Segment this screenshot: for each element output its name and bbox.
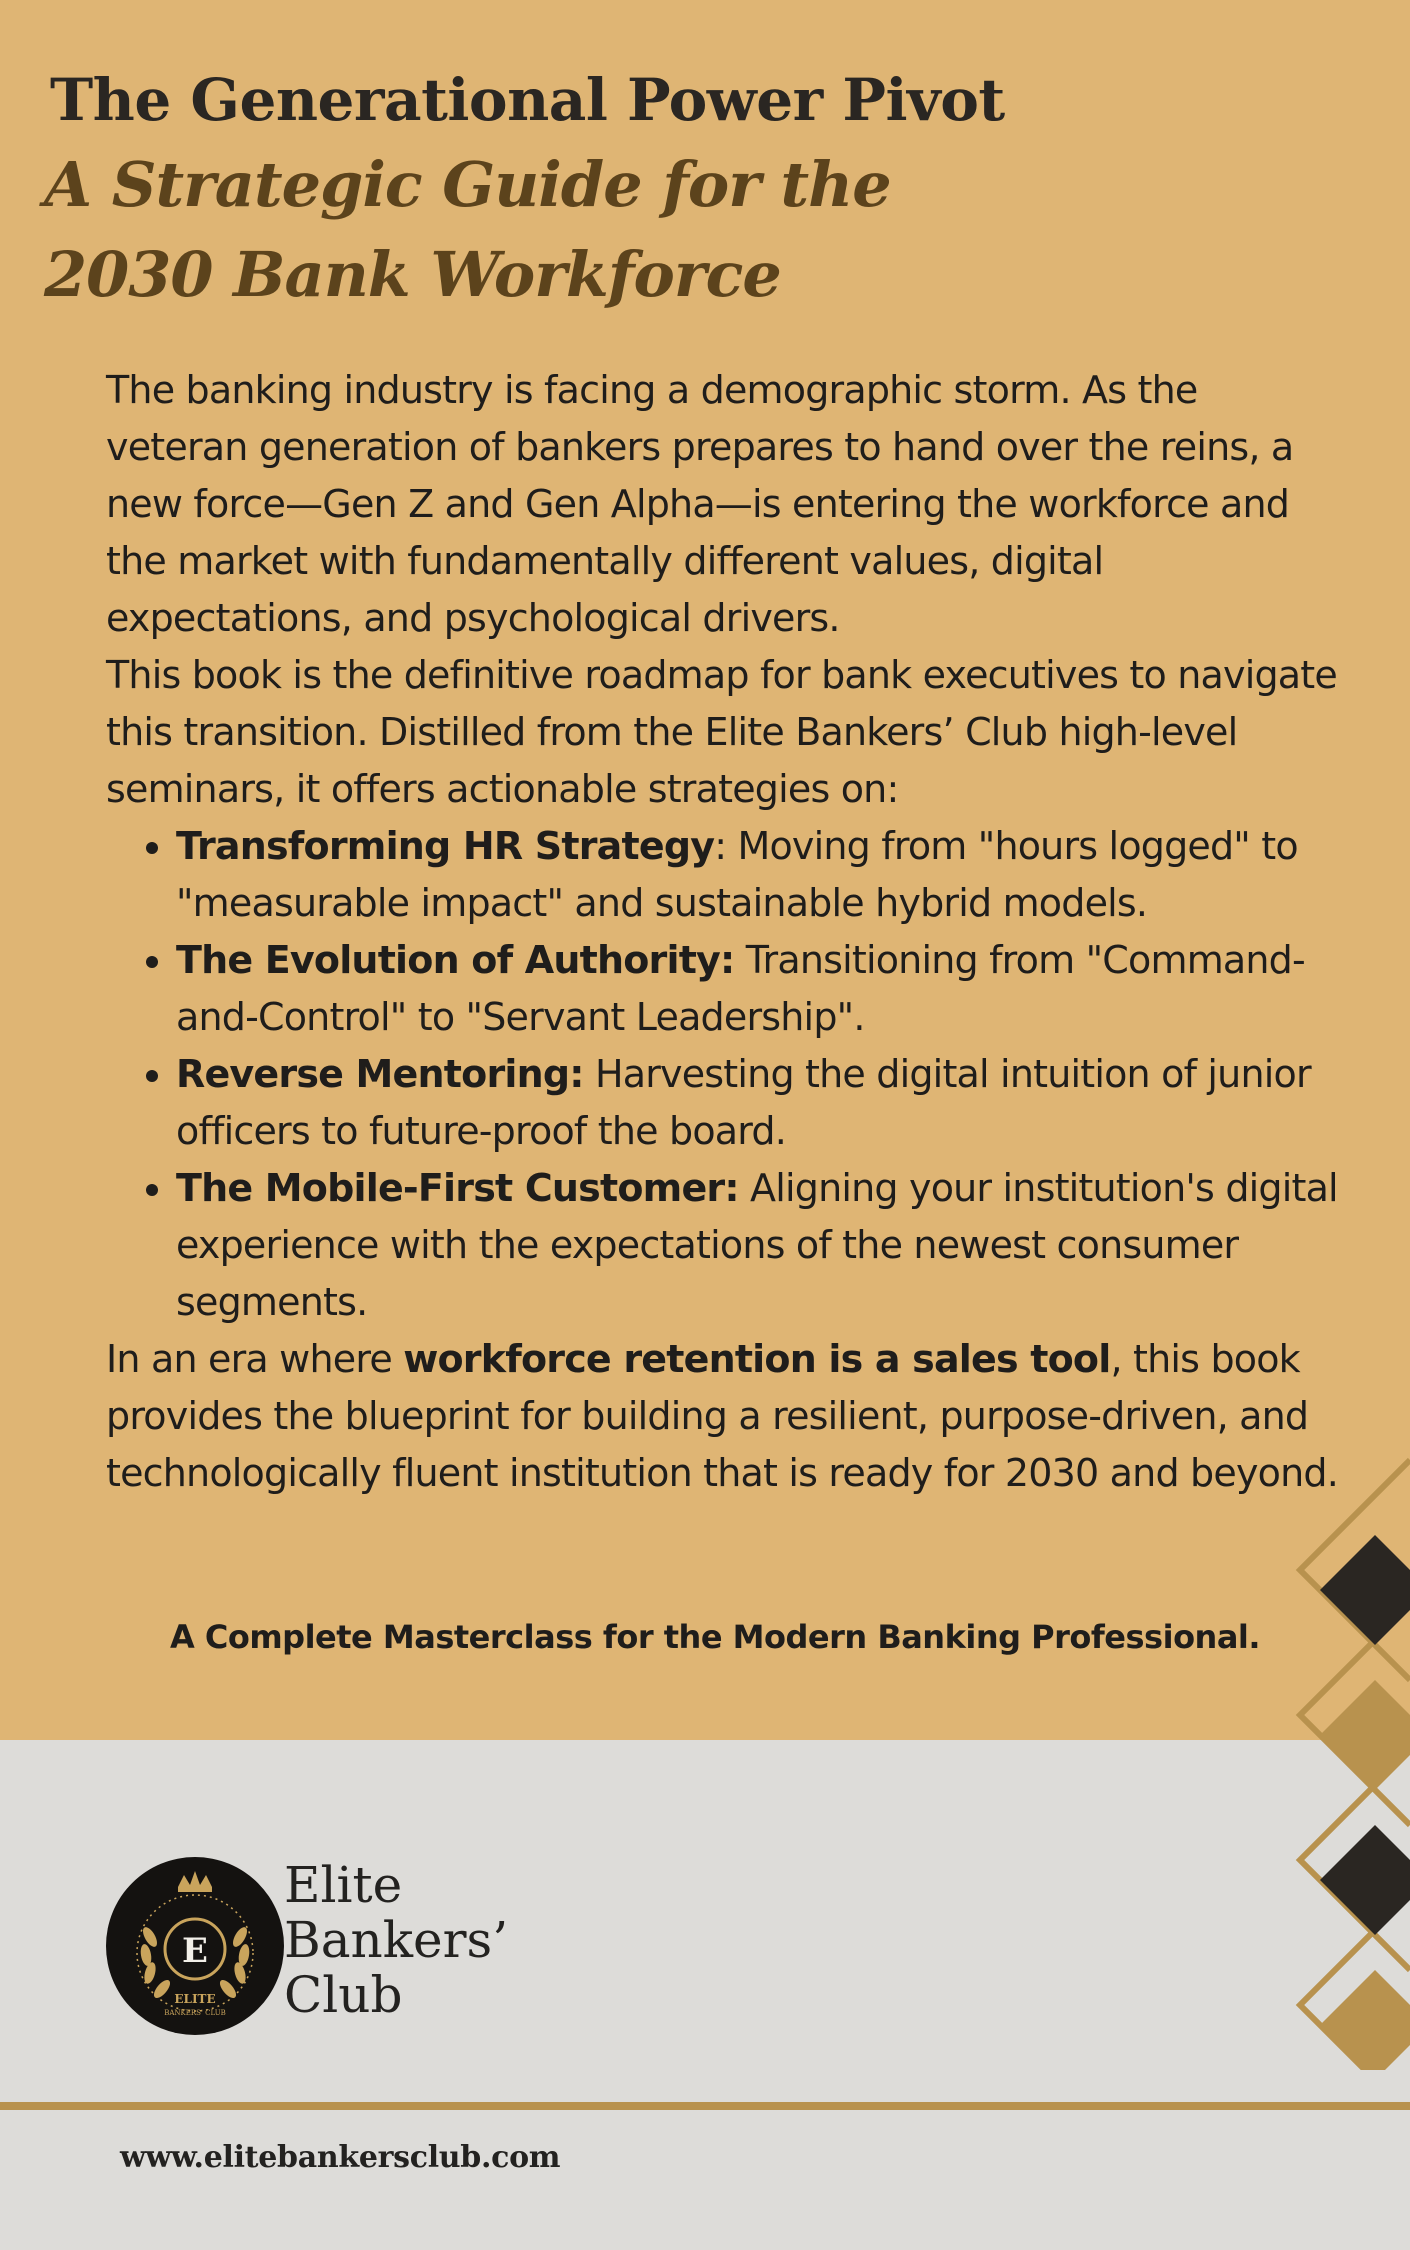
closing-text-start: In an era where [106,1337,404,1381]
brand-line: Elite [284,1856,403,1914]
description [106,362,1346,1502]
subtitle-line-1: A Strategic Guide for the [44,148,891,221]
brand-line: Bankers’ [284,1911,509,1969]
logo-ring-text-top: ELITE [174,1992,216,2006]
strategy-item [176,818,1346,932]
strategy-text: Harvesting the digital intuition of junior officers to future-proof the board. [176,1052,1311,1153]
club-logo [106,1857,284,2035]
diamond-gold-icon [1320,1970,1410,2070]
logo-initial: E [182,1931,208,1971]
intro-paragraph-1: The banking industry is facing a demographic storm. As the veteran generation of bankers prepares to hand over the reins, a new force—Gen Z and Gen Alpha—is entering the workforce and the market with fundamentally different values, digital expectations, and psychological drivers. [106,368,1294,640]
subtitle-line-2: 2030 Bank Workforce [44,238,781,311]
book-subtitle [44,140,891,320]
diamond-gold-icon [1320,1680,1410,1790]
closing-text-end: , this book provides the blueprint for building a resilient, purpose-driven, and technologically fluent institution that is ready for 2030 and beyond. [106,1337,1338,1495]
brand-line: Club [284,1966,403,2024]
website-url: www.elitebankersclub.com [120,2140,561,2175]
strategy-item [176,932,1346,1046]
strategy-text: Transitioning from "Command-and-Control" to "Servant Leadership". [176,938,1305,1039]
strategy-text: Aligning your institution's digital experience with the expectations of the newest consumer segments. [176,1166,1338,1324]
footer-divider [0,2102,1410,2110]
closing-paragraph [106,1331,1346,1502]
strategy-item [176,1046,1346,1160]
strategy-list [106,818,1346,1331]
diamond-pattern-icon [1290,1450,1410,2070]
strategy-title: The Evolution of Authority: [176,938,735,982]
tagline: A Complete Masterclass for the Modern Banking Professional. [169,1618,1261,1656]
strategy-text: : Moving from "hours logged" to "measurable impact" and sustainable hybrid models. [176,824,1298,925]
strategy-item [176,1160,1346,1331]
diamond-dark-icon [1320,1535,1410,1645]
closing-emphasis: workforce retention is a sales tool [403,1337,1111,1381]
brand-name [284,1858,508,2023]
strategy-title: The Mobile-First Customer: [176,1166,739,1210]
strategy-title: Transforming HR Strategy [176,824,715,868]
diamond-dark-icon [1320,1825,1410,1935]
logo-ring-text-bottom: BANKERS' CLUB [164,2009,226,2017]
book-title: The Generational Power Pivot [50,66,1005,134]
intro-paragraph-2: This book is the definitive roadmap for bank executives to navigate this transition. Distilled from the Elite Bankers’ Club high-level seminars, it offers actionable strategies on: [106,653,1337,811]
strategy-title: Reverse Mentoring: [176,1052,584,1096]
